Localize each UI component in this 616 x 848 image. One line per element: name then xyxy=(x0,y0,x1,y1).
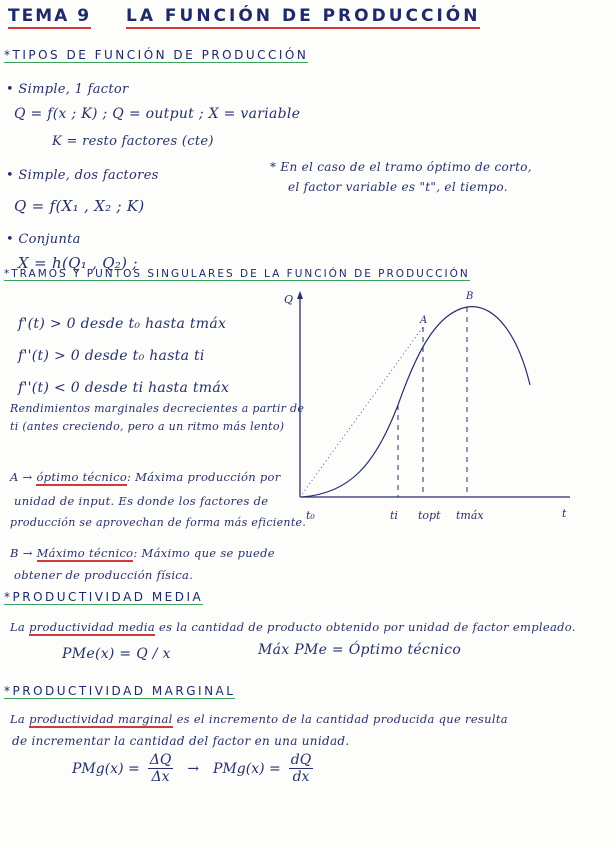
tick-label-ti: ti xyxy=(390,509,398,522)
point-a-label: A xyxy=(420,315,428,326)
production-function-graph xyxy=(280,285,580,525)
note-line-2: el factor variable es "t", el tiempo. xyxy=(288,180,508,194)
tramos-line-2: f''(t) > 0 desde t₀ hasta ti xyxy=(18,348,205,364)
tema-label: TEMA 9 xyxy=(8,6,91,29)
optimo-line-1: A → óptimo técnico: Máxima producción por xyxy=(10,470,281,484)
productividad-marginal-label: productividad marginal xyxy=(29,712,173,726)
pme-formula: PMe(x) = Q / x xyxy=(62,646,171,662)
simple-2-title: • Simple, dos factores xyxy=(6,168,159,183)
simple-2-formula: Q = f(X₁ , X₂ ; K) xyxy=(14,197,145,215)
fraction-derivative xyxy=(289,752,313,785)
note-line-1: * En el caso de el tramo óptimo de corto, xyxy=(270,160,532,174)
optimo-line-3: producción se aprovechan de forma más eficiente. xyxy=(10,516,307,529)
maximo-line-1: B → Máximo técnico: Máximo que se puede xyxy=(10,546,275,560)
simple-1-title: • Simple, 1 factor xyxy=(6,82,129,97)
fraction-delta xyxy=(148,752,174,785)
section-heading-tipos: *TIPOS DE FUNCIÓN DE PRODUCCIÓN xyxy=(4,48,309,62)
maximo-line-2: obtener de producción física. xyxy=(14,568,194,582)
production-curve xyxy=(302,307,530,497)
tramos-line-1: f'(t) > 0 desde t₀ hasta tmáx xyxy=(18,316,227,332)
rendimientos-line-1: Rendimientos marginales decrecientes a partir de xyxy=(10,402,305,415)
tick-label-tmax: tmáx xyxy=(456,509,484,522)
maximo-tecnico-label: Máximo técnico xyxy=(36,546,134,560)
pmg-formula-mid: PMg(x) = xyxy=(213,760,281,777)
y-axis-label: Q xyxy=(284,293,294,306)
tangent-line xyxy=(300,327,423,497)
tramos-line-3: f''(t) < 0 desde ti hasta tmáx xyxy=(18,380,230,396)
pmg-formula xyxy=(72,752,313,785)
pmg-definition-line-2: de incrementar la cantidad del factor en una unidad. xyxy=(12,734,350,748)
optimo-tecnico-label: óptimo técnico xyxy=(36,470,128,484)
fraction-derivative-den: dx xyxy=(292,769,310,785)
pme-note: Máx PMe = Óptimo técnico xyxy=(258,642,462,658)
conjunta-title: • Conjunta xyxy=(6,232,81,247)
page-title: LA FUNCIÓN DE PRODUCCIÓN xyxy=(126,6,480,29)
productividad-media-label: productividad media xyxy=(29,620,156,634)
y-axis-arrow xyxy=(297,291,303,299)
arrow-icon: → xyxy=(187,760,200,777)
pmg-formula-left: PMg(x) = xyxy=(72,760,140,777)
fraction-delta-den: Δx xyxy=(151,769,170,785)
pme-definition: La productividad media es la cantidad de producto obtenido por unidad de factor empleado. xyxy=(10,620,576,634)
simple-1-k: K = resto factores (cte) xyxy=(52,134,214,149)
pmg-definition-line-1: La productividad marginal es el incremento de la cantidad producida que resulta xyxy=(10,712,508,726)
x-axis-label: t xyxy=(562,507,567,520)
optimo-line-2: unidad de input. Es donde los factores de xyxy=(14,494,269,508)
fraction-delta-num: ΔQ xyxy=(149,752,172,768)
tick-label-topt: topt xyxy=(418,509,441,522)
fraction-derivative-num: dQ xyxy=(290,752,312,768)
section-heading-pmg: *PRODUCTIVIDAD MARGINAL xyxy=(4,684,236,698)
tick-label-t0: t₀ xyxy=(306,509,315,522)
section-heading-tramos: *TRAMOS Y PUNTOS SINGULARES DE LA FUNCIÓN DE PRODUCCIÓN xyxy=(4,268,470,280)
section-heading-pme: *PRODUCTIVIDAD MEDIA xyxy=(4,590,204,604)
rendimientos-line-2: ti (antes creciendo, pero a un ritmo más lento) xyxy=(10,420,285,433)
simple-1-formula: Q = f(x ; K) ; Q = output ; X = variable xyxy=(14,106,301,122)
conjunta-formula: X = h(Q₁ , Q₂) ; xyxy=(18,254,138,272)
point-b-label: B xyxy=(466,291,474,302)
